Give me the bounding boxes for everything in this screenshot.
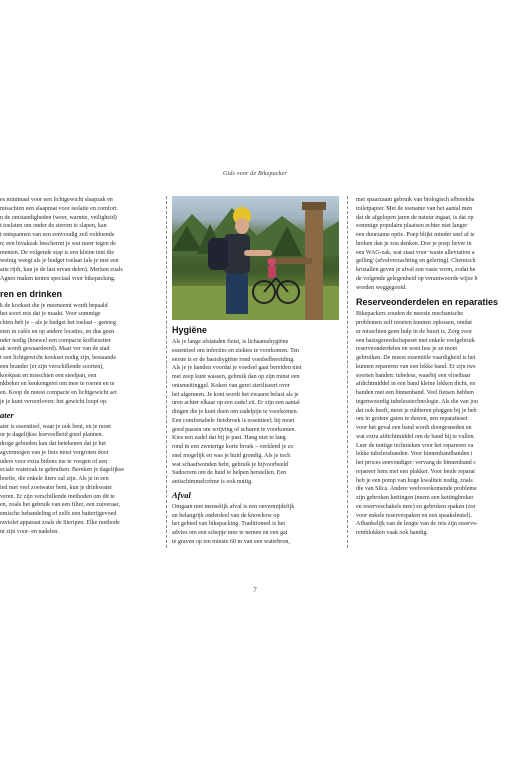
text-line: es minimaal voor een lichtgewicht slaapzak en bbox=[0, 197, 113, 203]
text-line: ontsmettinggel. Koken van gerei steriliseert over bbox=[172, 382, 290, 389]
text-line: dingen die je kunt doen om zadelpijn te voorkomen. bbox=[172, 409, 299, 415]
text-line: gebruiken. De meest essentiële vaardigheid is het bbox=[356, 355, 476, 361]
text-line: en, zoals het gebruik van een filter, een zuiveraar, bbox=[0, 502, 120, 509]
heading-hygiene: Hygiëne bbox=[172, 325, 208, 335]
text-line: n; een bivakzak beschermt je wat meer tegen de bbox=[0, 240, 116, 247]
text-line: rond in een zweterige korte broek – verkleed je zo bbox=[172, 444, 294, 450]
text-line: chten heb je – als je budget het toelaat – genoeg bbox=[0, 320, 116, 326]
text-line: die van Silca. Andere veelvoorkomende probleme bbox=[356, 486, 477, 493]
text-line: Bikepackers zouden de meeste mechanische bbox=[356, 311, 464, 318]
text-line: worden weggegooid. bbox=[356, 284, 407, 291]
paragraph-shelter bbox=[0, 196, 160, 284]
text-line: antischimmelcrème is ook nuttig. bbox=[172, 479, 253, 485]
heading-water: ater bbox=[0, 409, 14, 420]
text-line: dat de afgelopen jaren de natuur ingaat, is dat op bbox=[356, 214, 474, 221]
text-line: nkbeker en keukengerei om mee te roeren en te bbox=[0, 381, 115, 388]
column-middle bbox=[172, 196, 340, 547]
text-line: or je dagelijkse hoeveelheid goed plannen. bbox=[0, 432, 104, 439]
text-line: met spaarzaam gebruik van biologisch afbreekba bbox=[356, 197, 475, 203]
text-line: kristallen geven je afval een vaste vorm, zodat he bbox=[356, 267, 476, 273]
text-line: remblokken vaak ook handig. bbox=[356, 530, 428, 536]
text-line: Sudocrem om de huid te helpen herstellen. Een bbox=[172, 470, 287, 477]
text-line: Afhankelijk van de lengte van de reis zijn reserve- bbox=[356, 521, 478, 528]
text-line: nt zijn voor- en nadelen. bbox=[0, 528, 59, 535]
text-line: om in grotere gaten te duwen, een reparatieset bbox=[356, 416, 468, 423]
text-line: afdichtmiddel in een band kleine lekken dicht, en bbox=[356, 381, 476, 388]
page-number: 7 bbox=[253, 586, 257, 594]
text-line: Een comfortabele fietsbroek is essentieel; hij moet bbox=[172, 417, 295, 424]
text-line: Kies een zadel dat bij je past. Hang niet te lang bbox=[172, 435, 286, 442]
paragraph-waste-continued bbox=[356, 196, 510, 292]
text-line: advies om een schepje mee te nemen en een gat bbox=[172, 530, 288, 536]
text-line: kookpan en misschien een steelpan, een bbox=[0, 372, 97, 379]
text-line: hoefte, die enkele liters zal zijn. Als je in een bbox=[0, 476, 109, 482]
text-line: Als je lange afstanden fietst, is lichaamshygiëne bbox=[172, 339, 289, 345]
text-line: Omgaan met menselijk afval is een onvermijdelijk bbox=[172, 503, 295, 510]
text-line: goed passen om wrijving of schuren te voorkomen. bbox=[172, 426, 296, 433]
text-line: ater is essentieel, waar je ook bent, en je moet bbox=[0, 423, 111, 430]
column-divider bbox=[166, 196, 167, 548]
text-line: een WAG-zak, wat staat voor 'waste alleviation a bbox=[356, 249, 475, 256]
text-line: ied met veel zoetwater bent, kun je drinkwater bbox=[0, 484, 113, 491]
text-line: het algemeen. Je kont wordt het zwaarst belast als je bbox=[172, 391, 299, 398]
text-line: wat extra afdichtmiddel om de band bij te vullen. bbox=[356, 433, 476, 440]
text-line: breken dan je zou denken. Doe je poep liever in bbox=[356, 240, 472, 247]
text-line: voor het geval een band wordt doorgesneden en bbox=[356, 425, 472, 431]
text-line: banden met een binnenband. Veel fietsen hebben bbox=[356, 390, 474, 396]
paragraph-waste bbox=[172, 503, 340, 547]
text-line: met zeep kunt wassen, gebruik dan op zijn minst een bbox=[172, 374, 300, 380]
text-line: wat schaafwonden hebt, gebruik je bijvoorbeeld bbox=[172, 461, 289, 468]
text-line: een basisgereedschapsset met enkele veelgebruik bbox=[356, 337, 475, 344]
text-line: kunnen repareren van een lekke band. Er zijn twe bbox=[356, 363, 476, 370]
text-line: agvermogen van je fiets moet vergroten door bbox=[0, 449, 109, 456]
text-line: het soort reis dat je maakt. Voor sommige bbox=[0, 311, 101, 318]
text-line: emische behandeling of zelfs een batterijgevoed bbox=[0, 511, 117, 517]
text-line: lekke tubelessbanden. Voor binnenbandbanden i bbox=[356, 451, 473, 458]
text-line: eciale waterzak te gebruiken. Bereken je dagelijkse bbox=[0, 467, 125, 474]
text-line: dat ook heeft, moet je rubberen pluggen bij je heb bbox=[356, 407, 477, 414]
text-line: er misschien geen hulp in de buurt is. Zorg voor bbox=[356, 328, 473, 335]
text-line: je je kunt veroorloven: het gewicht loopt op. bbox=[0, 398, 108, 405]
text-line: de volgende gelegenheid op verantwoorde wijze h bbox=[356, 275, 478, 282]
text-line: uders voor extra bidons toe te voegen of een bbox=[0, 458, 108, 465]
text-line: Agnes maken tenten speciaal voor bikepacking. bbox=[0, 275, 116, 282]
text-line: heb je een pomp van hoge kwaliteit nodig, zoals bbox=[356, 477, 473, 484]
text-line: tegenwoordig tubelesstechnologie. Als die van jou bbox=[356, 398, 478, 405]
text-line: atie rijdt, kun je de last ervan delen). Merken zoals bbox=[0, 267, 123, 273]
heading-afval: Afval bbox=[172, 489, 191, 500]
text-line: voor enkele reservespaken en een spaaksleutel). bbox=[356, 512, 472, 519]
text-line: te graven op ten minste 60 m van een waterbron, bbox=[172, 538, 290, 545]
text-line: reserveonderdelen en weet hoe je ze moet bbox=[356, 346, 458, 353]
text-line: een duurzame optie. Poep blijkt minder snel af te bbox=[356, 232, 475, 238]
column-left bbox=[0, 196, 160, 536]
text-line: veren. Er zijn verschillende methoden om dit te bbox=[0, 493, 115, 500]
text-line: misschien een slaapmat voor isolatie en comfort. bbox=[0, 205, 119, 212]
column-divider bbox=[347, 196, 348, 548]
heading-eten-en-drinken: ren en drinken bbox=[0, 288, 63, 299]
photo-illustration bbox=[172, 196, 339, 320]
paragraph-cooking bbox=[0, 302, 160, 407]
text-line: ak wordt gewaardeerd). Maar ver van de stad bbox=[0, 346, 110, 353]
text-line: eerste is er de basishygiëne rond voedselbereiding. bbox=[172, 356, 295, 363]
paragraph-water bbox=[0, 423, 160, 537]
text-line: weinig weegt als je budget toelaat (als je met een bbox=[0, 258, 119, 265]
text-line: n de omstandigheden (weer, warmte, veiligheid) bbox=[0, 214, 117, 221]
text-line: toiletpapier. Met de toename van het aantal men bbox=[356, 205, 473, 212]
text-line: repareer hem met een plakker. Voor beide reparat bbox=[356, 468, 475, 475]
paragraph-repairs bbox=[356, 310, 510, 538]
text-line: sommige populaire plaatsen echter niet langer bbox=[356, 223, 468, 230]
text-line: Leer de nuttige technieken voor het repareren va bbox=[356, 442, 474, 449]
text-line: het proces eenvoudiger: vervang de binnenband c bbox=[356, 460, 476, 466]
text-line: eten in cafés en op andere locaties, en dus geen bbox=[0, 328, 115, 335]
text-line: en. Koop de meest compacte en lichtgewicht set bbox=[0, 390, 117, 396]
text-line: zijn gebroken kettingen (neem een kettingbreker bbox=[356, 495, 474, 501]
text-line: uren achter elkaar op een zadel zit. Er zijn een aantal bbox=[172, 400, 300, 407]
text-line: Als je je handen voordat je voedsel gaat bereiden niet bbox=[172, 365, 302, 372]
text-line: t een lichtgewicht kookset nodig zijn, bestaande bbox=[0, 355, 117, 361]
text-line: raviolet apparaat zoals de Steripen. Elke methode bbox=[0, 519, 120, 526]
text-line: en belangrijk onderdeel van de knowhow op bbox=[172, 512, 280, 519]
column-right bbox=[356, 196, 510, 538]
photo-cyclist-at-water-source bbox=[172, 196, 339, 320]
running-header: Gids voor de Bikepacker bbox=[222, 171, 288, 177]
text-line: soorten banden: tubeless, waarbij een vloeibaar bbox=[356, 372, 471, 379]
text-line: t ontspannen van een eenvoudig zeil voldoende bbox=[0, 232, 115, 238]
text-line: droge gebieden kan dat betekenen dat je het bbox=[0, 441, 106, 447]
text-line: nder nodig (hoewel een compacte koffiezetter bbox=[0, 337, 111, 344]
text-line: menten. De volgende stap is een kleine tent die bbox=[0, 249, 115, 256]
text-line: een brander (er zijn verschillende soorten), bbox=[0, 363, 104, 370]
paragraph-hygiene bbox=[172, 338, 340, 487]
text-line: t toelaten om onder de sterren te slapen, kan bbox=[0, 223, 107, 230]
text-line: het gebied van bikepacking. Traditioneel is het bbox=[172, 521, 286, 528]
text-line: snel mogelijk en was je huid grondig. Als je toch bbox=[172, 452, 291, 459]
heading-reserveonderdelen: Reserveonderdelen en reparaties bbox=[356, 297, 499, 308]
text-line: k de kookset die je meeneemt wordt bepaald bbox=[0, 302, 108, 309]
text-line: essentieel om infecties en ziektes te voorkomen. Ten bbox=[172, 347, 300, 354]
text-line: en reserveschakels mee) en gebroken spaken (zor bbox=[356, 503, 476, 510]
text-line: problemen zelf moeten kunnen oplossen, omdat bbox=[356, 320, 472, 326]
text-line: gelling' (afvalverzachting en gelering). Chemisch bbox=[356, 258, 476, 265]
